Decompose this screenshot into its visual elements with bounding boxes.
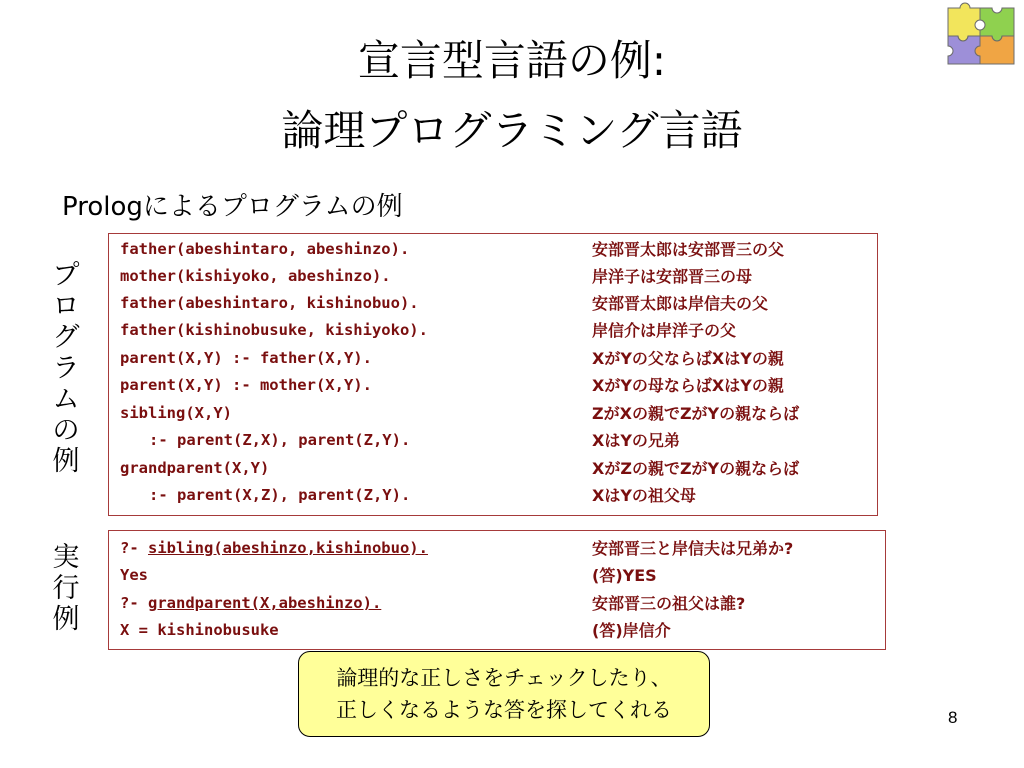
slide-title-line1: 宣言型言語の例:: [357, 36, 667, 85]
program-label-char: ム: [52, 384, 80, 415]
program-code-box: [108, 233, 878, 516]
execution-label: [46, 542, 86, 635]
answer-text: Yes: [120, 566, 148, 584]
callout-line1: 論理的な正しさをチェックしたり、: [336, 666, 672, 690]
code-text: sibling(X,Y): [120, 404, 232, 422]
comment-text: 安部晋三と岸信夫は兄弟か?: [592, 539, 794, 558]
program-label-char: ラ: [52, 353, 80, 384]
program-label: [46, 260, 86, 477]
answer-text: X = kishinobusuke: [120, 621, 279, 639]
query-line: [120, 590, 381, 617]
comment-text: XがZの親でZがYの親ならば: [592, 459, 800, 478]
comment-text: ZがXの親でZがYの親ならば: [592, 404, 800, 423]
query-prompt: ?-: [120, 539, 148, 557]
program-label-char: グ: [52, 322, 80, 353]
execution-label-char: 行: [52, 573, 80, 604]
execution-label-char: 実: [52, 542, 80, 573]
code-text: father(abeshintaro, abeshinzo).: [120, 240, 410, 258]
page-number: 8: [948, 708, 958, 727]
comment-text: XがYの母ならばXはYの親: [592, 376, 784, 395]
comment-text: 安部晋三の祖父は誰?: [592, 594, 746, 613]
comment-text: XはYの祖父母: [592, 486, 696, 505]
program-label-char: の: [52, 415, 80, 446]
program-label-char: ロ: [52, 291, 80, 322]
code-text: :- parent(Z,X), parent(Z,Y).: [149, 431, 411, 449]
comment-text: 安部晋太郎は岸信夫の父: [592, 294, 769, 313]
code-text: parent(X,Y) :- mother(X,Y).: [120, 376, 372, 394]
subtitle: Prologによるプログラムの例: [62, 192, 403, 222]
query-line: [120, 535, 428, 562]
code-text: father(abeshintaro, kishinobuo).: [120, 294, 419, 312]
callout-box: [298, 651, 710, 737]
execution-label-char: 例: [52, 604, 80, 635]
execution-box: [108, 530, 886, 650]
code-text: :- parent(X,Z), parent(Z,Y).: [149, 486, 411, 504]
comment-text: (答)岸信介: [592, 621, 671, 640]
program-label-char: プ: [52, 260, 80, 291]
comment-text: XはYの兄弟: [592, 431, 680, 450]
callout-line2: 正しくなるような答を探してくれる: [336, 698, 672, 722]
comment-text: 安部晋太郎は安部晋三の父: [592, 240, 785, 259]
slide-title-line2: 論理プログラミング言語: [281, 106, 743, 155]
code-text: father(kishinobusuke, kishiyoko).: [120, 321, 428, 339]
code-text: parent(X,Y) :- father(X,Y).: [120, 349, 372, 367]
puzzle-icon: [944, 2, 1018, 70]
program-label-char: 例: [52, 446, 80, 477]
comment-text: XがYの父ならばXはYの親: [592, 349, 784, 368]
query-text: grandparent(X,abeshinzo).: [148, 594, 382, 612]
comment-text: (答)YES: [592, 566, 657, 585]
code-text: mother(kishiyoko, abeshinzo).: [120, 267, 391, 285]
query-text: sibling(abeshinzo,kishinobuo).: [148, 539, 428, 557]
code-text: grandparent(X,Y): [120, 459, 270, 477]
query-prompt: ?-: [120, 594, 148, 612]
comment-text: 岸洋子は安部晋三の母: [592, 267, 753, 286]
comment-text: 岸信介は岸洋子の父: [592, 321, 737, 340]
